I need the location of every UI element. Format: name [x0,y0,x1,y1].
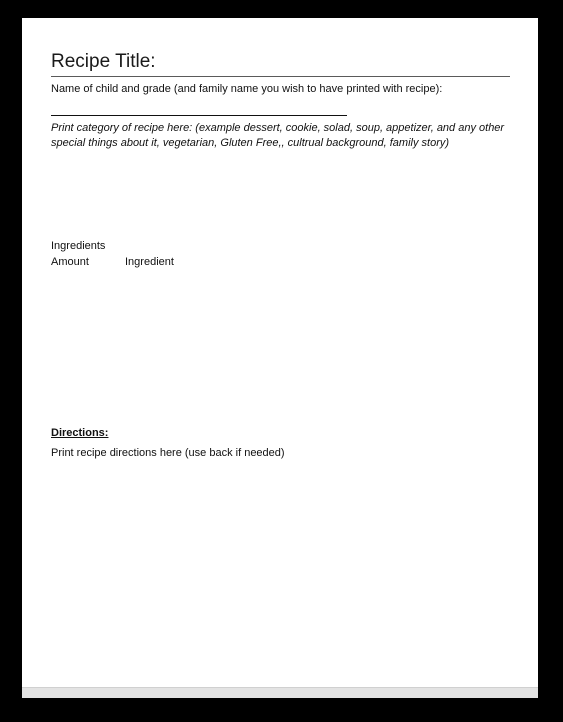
recipe-title[interactable]: Recipe Title: [51,51,156,72]
directions-heading[interactable]: Directions: [51,427,109,439]
ingredients-column-amount[interactable]: Amount [51,256,89,268]
ingredients-column-ingredient[interactable]: Ingredient [125,256,174,268]
document-page[interactable] [22,18,538,698]
name-instruction[interactable]: Name of child and grade (and family name you wish to have printed with recipe): [51,83,443,95]
category-instruction[interactable]: Print category of recipe here: (example dessert, cookie, solad, soup, appetizer, and any other special things about it, vegetarian, Gluten Free,, cultrual background, family story) [51,122,505,149]
ingredients-heading[interactable]: Ingredients [51,240,106,252]
name-blank-line [51,115,347,116]
page-bottom-edge [22,687,538,698]
title-underline-rule [51,76,510,77]
directions-instruction[interactable]: Print recipe directions here (use back if needed) [51,447,285,459]
